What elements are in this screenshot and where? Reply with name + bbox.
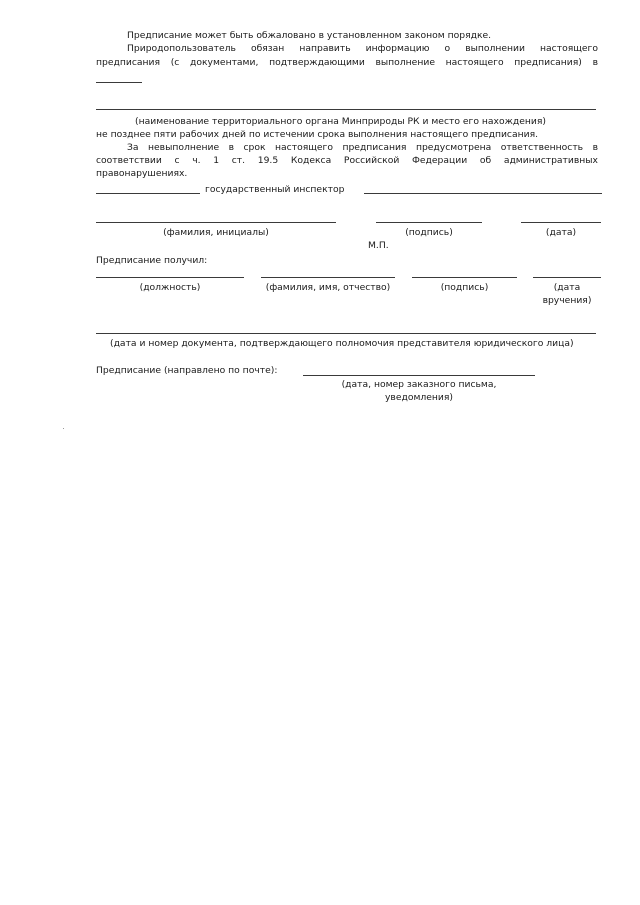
mail-label: Предписание (направлено по почте): [96, 365, 278, 376]
representative-line [96, 333, 596, 334]
inspector-org-blank-line [364, 193, 602, 194]
mail-line [303, 375, 535, 376]
liability-line-1: За невыполнение в срок настоящего предписания предусмотрена ответственность в [127, 142, 598, 153]
organ-blank-line [96, 109, 596, 110]
inspector-title-blank-line [96, 193, 200, 194]
mail-caption-1: (дата, номер заказного письма, [341, 379, 497, 390]
organ-caption: (наименование территориального органа Минприроды РК и место его нахождения) [135, 116, 546, 127]
inspector-date-caption: (дата) [545, 227, 577, 238]
received-signature-line [412, 277, 517, 278]
inspector-label: государственный инспектор [205, 184, 345, 195]
obligation-line-1: Природопользователь обязан направить информацию о выполнении настоящего [127, 43, 598, 54]
inspector-signature-caption: (подпись) [405, 227, 453, 238]
received-fullname-line [261, 277, 395, 278]
received-signature-caption: (подпись) [440, 282, 489, 293]
appeal-text: Предписание может быть обжаловано в установленном законом порядке. [127, 30, 492, 41]
organ-blank-line-short [96, 82, 142, 83]
deadline-text: не позднее пяти рабочих дней по истечении срока выполнения настоящего предписания. [96, 129, 539, 140]
obligation-line-2: предписания (с документами, подтверждающими выполнение настоящего предписания) в [96, 57, 598, 68]
received-label: Предписание получил: [96, 255, 208, 266]
inspector-name-caption: (фамилия, инициалы) [163, 227, 269, 238]
received-date-caption-2: вручения) [542, 295, 592, 306]
inspector-date-line [521, 222, 601, 223]
received-date-caption-1: (дата [553, 282, 581, 293]
received-position-line [96, 277, 244, 278]
scan-speck [63, 428, 64, 429]
inspector-signature-line [376, 222, 482, 223]
seal-label: М.П. [368, 240, 389, 251]
liability-line-2: соответствии с ч. 1 ст. 19.5 Кодекса Российской Федерации об административных [96, 155, 598, 166]
received-date-line [533, 277, 601, 278]
inspector-name-line [96, 222, 336, 223]
liability-line-3: правонарушениях. [96, 168, 188, 179]
received-fullname-caption: (фамилия, имя, отчество) [265, 282, 391, 293]
mail-caption-2: уведомления) [384, 392, 454, 403]
received-position-caption: (должность) [139, 282, 201, 293]
representative-caption: (дата и номер документа, подтверждающего полномочия представителя юридического лица) [110, 338, 574, 349]
